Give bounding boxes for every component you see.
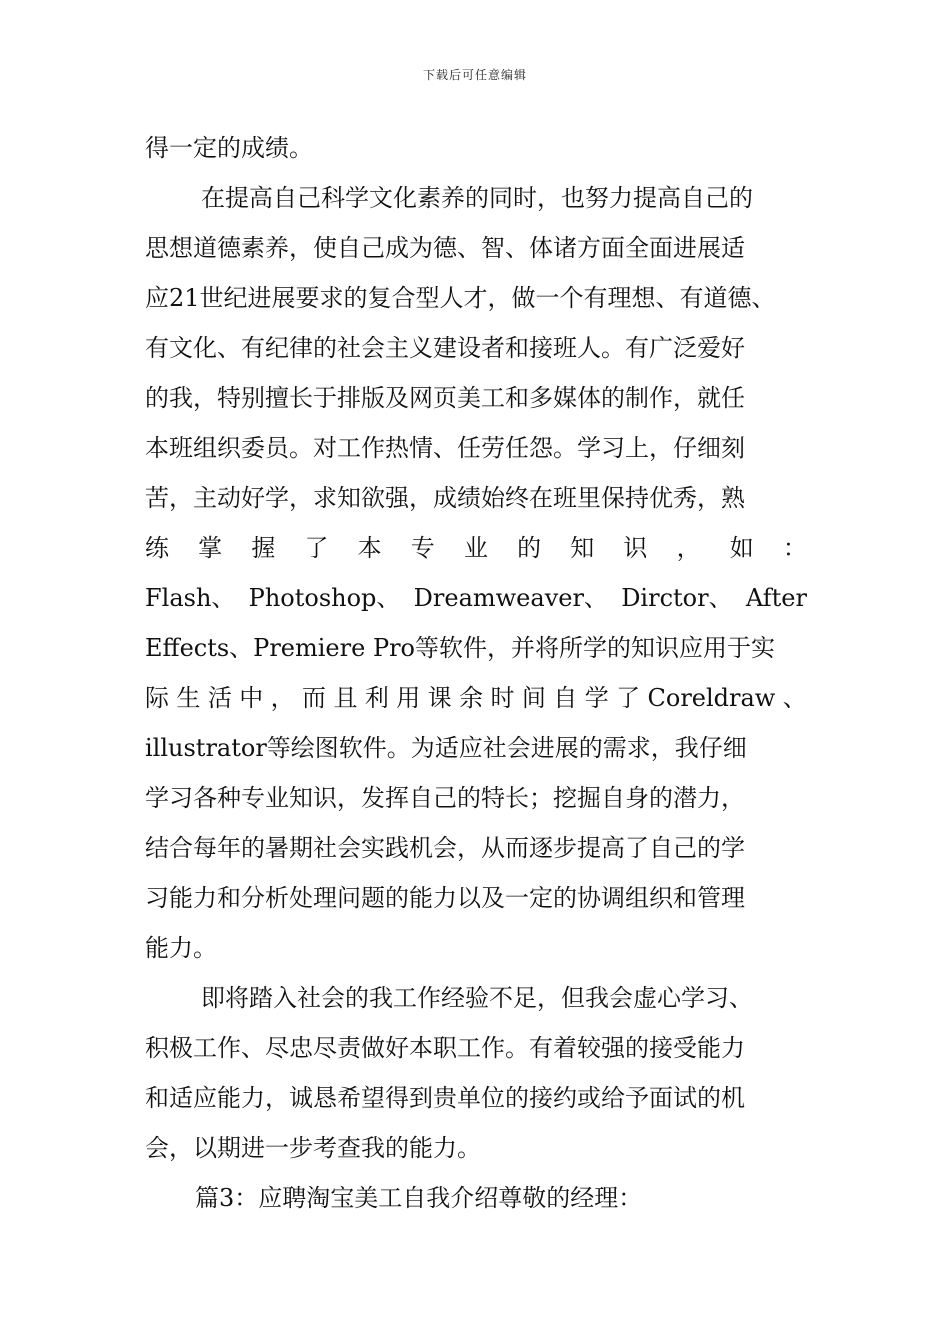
text-glyph: 利 [364, 684, 389, 712]
text-line: 苦，主动好学，求知欲强，成绩始终在班里保持优秀，熟 [145, 484, 745, 512]
text-glyph: ， [270, 684, 295, 712]
text-line: 和适应能力，诚恳希望得到贵单位的接约或给予面试的机 [145, 1084, 745, 1112]
text-word: Flash、 [145, 584, 236, 612]
section-heading-line: 篇3：应聘淘宝美工自我介绍尊敬的经理： [195, 1184, 643, 1212]
text-glyph: 专 [410, 534, 435, 562]
text-glyph: 间 [521, 684, 546, 712]
text-glyph: 本 [357, 534, 382, 562]
text-glyph: 且 [333, 684, 358, 712]
text-line: 有文化、有纪律的社会主义建设者和接班人。有广泛爱好 [145, 334, 745, 362]
text-line: 应21世纪进展要求的复合型人才，做一个有理想、有道德、 [145, 284, 776, 312]
text-glyph: 中 [239, 684, 264, 712]
text-glyph: 用 [396, 684, 421, 712]
text-line: illustrator等绘图软件。为适应社会进展的需求，我仔细 [145, 734, 747, 762]
text-glyph: 课 [427, 684, 452, 712]
text-glyph: 、 [782, 684, 807, 712]
text-word: Dirctor、 [621, 584, 733, 612]
text-word: After [745, 584, 807, 612]
justified-line [145, 533, 807, 563]
paragraph-start-line: 在提高自己科学文化素养的同时，也努力提高自己的 [201, 184, 753, 212]
text-glyph: ： [782, 534, 807, 562]
text-line: 本班组织委员。对工作热情、任劳任怨。学习上，仔细刻 [145, 434, 745, 462]
page-header: 下载后可任意编辑 [422, 68, 527, 82]
text-glyph: 掌 [198, 534, 223, 562]
text-glyph: 握 [251, 534, 276, 562]
text-word: Photoshop、 [248, 584, 401, 612]
text-word: Dreamweaver、 [413, 584, 608, 612]
justified-line [145, 583, 807, 613]
text-glyph: 练 [145, 534, 169, 562]
paragraph-start-line: 即将踏入社会的我工作经验不足，但我会虚心学习、 [201, 984, 753, 1012]
text-glyph: 自 [553, 684, 578, 712]
text-glyph: 了 [616, 684, 641, 712]
text-glyph: ， [676, 534, 701, 562]
text-glyph: 生 [176, 684, 201, 712]
text-glyph: 余 [459, 684, 484, 712]
text-glyph: 活 [207, 684, 232, 712]
text-glyph: 如 [729, 534, 754, 562]
justified-line [145, 683, 807, 713]
text-line: 结合每年的暑期社会实践机会，从而逐步提高了自己的学 [145, 834, 745, 862]
text-line: 习能力和分析处理问题的能力以及一定的协调组织和管理 [145, 884, 745, 912]
text-line: 会，以期进一步考查我的能力。 [145, 1134, 481, 1162]
text-glyph: 而 [302, 684, 327, 712]
text-line: 积极工作、尽忠尽责做好本职工作。有着较强的接受能力 [145, 1034, 745, 1062]
text-glyph: 的 [517, 534, 542, 562]
text-glyph: 际 [145, 684, 169, 712]
text-line: 能力。 [145, 934, 217, 962]
text-glyph: 业 [463, 534, 488, 562]
text-line: 思想道德素养，使自己成为德、智、体诸方面全面进展适 [145, 234, 745, 262]
text-line: 的我，特别擅长于排版及网页美工和多媒体的制作，就任 [145, 384, 745, 412]
text-glyph: 知 [570, 534, 595, 562]
text-line: 得一定的成绩。 [145, 134, 313, 162]
text-glyph: 学 [584, 684, 609, 712]
text-glyph: 了 [304, 534, 329, 562]
text-glyph: 时 [490, 684, 515, 712]
text-line: 学习各种专业知识，发挥自己的特长；挖掘自身的潜力， [145, 784, 745, 812]
text-glyph: Coreldraw [647, 684, 776, 712]
text-line: Effects、Premiere Pro等软件，并将所学的知识应用于实 [145, 634, 776, 662]
text-glyph: 识 [623, 534, 648, 562]
